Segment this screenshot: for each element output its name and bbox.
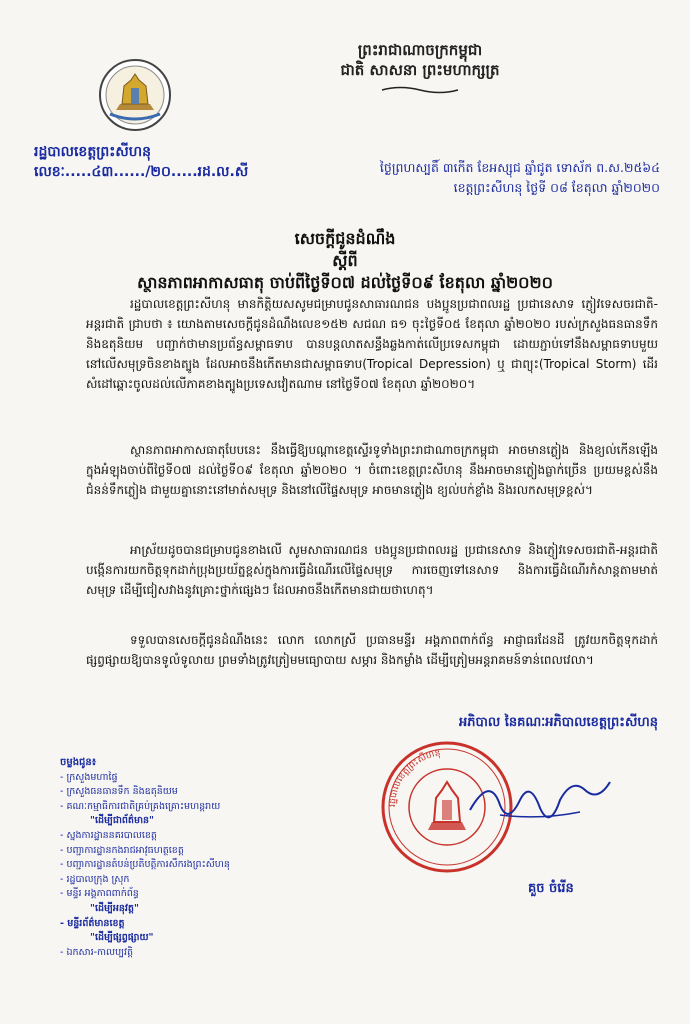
solar-date: ខេត្តព្រះសីហនុ ថ្ងៃទី ០៨ ខែតុលា ឆ្នាំ២០២០ [453,180,660,195]
title-line-1: សេចក្តីជូនដំណឹង [294,229,396,248]
recipient-note: "ដើម្បីជាព័ត៌មាន" [90,815,154,827]
title-line-2: ស្តីពី [332,251,358,270]
body-paragraph-3: អាស្រ័យដូចបានជម្រាបជូនខាងលើ សូមសាធារណជន បងប្អូនប្រជាពលរដ្ឋ ប្រជានេសាទ និងភ្ញៀវទេសចរជាតិ-អន្តរជាតិ បង្កើនការយកចិត្តទុកដាក់ប្រុងប្រយ័ត្នខ្ពស់ក្នុងការធ្វើដំណើរលើផ្ទៃសមុទ្រ ការចេញទៅនេសាទ និងការធ្វើដំណើរកំសាន្តតាមមាត់សមុទ្រ ដើម្បីជៀសវាងនូវគ្រោះថ្នាក់ផ្សេងៗ ដែលអាចនឹងកើតមានជាយថាហេតុ។ [86,543,658,597]
reference-number: លេខៈ.....៤៣....../២០.....រដ.ល.សី [34,164,249,180]
recipient-item: - ឯកសារ-កាលប្បវត្តិ [60,946,134,958]
ornament-divider [380,85,460,95]
kingdom-heading [250,40,590,100]
recipient-note: "ដើម្បីផ្សព្វផ្សាយ" [90,932,154,944]
recipient-item: - បញ្ជាការដ្ឋានកងរាជអាវុធហត្ថខេត្ត [60,844,184,856]
recipient-item: - ក្រសួងធនធានទឹក និងឧតុនិយម [60,786,178,798]
recipient-note: "ដើម្បីអនុវត្ត" [90,902,139,914]
recipient-item: - ស្នងការដ្ឋាននគរបាលខេត្ត [60,829,157,841]
svg-text:រដ្ឋបាលខេត្តព្រះសីហនុ [388,748,441,807]
signer-name: គួច ចំរើន [528,881,574,896]
seal-text: រដ្ឋបាលខេត្តព្រះសីហនុ [387,748,442,808]
signatory-title: អភិបាល នៃគណៈអភិបាលខេត្តព្រះសីហនុ [459,715,658,730]
recipient-item: - បញ្ជាការដ្ឋានតំបន់ប្រតិបត្តិការសឹករងព្រះសីហនុ [60,859,230,871]
recipients-heading: ចម្លងជូន៖ [60,757,97,768]
title-line-3: ស្ថានភាពអាកាសធាតុ ចាប់ពីថ្ងៃទី០៧ ដល់ថ្ងៃទី០៩ ខែតុលា ឆ្នាំ២០២០ [137,273,553,292]
recipient-item: - រដ្ឋបាលក្រុង ស្រុក [60,873,130,885]
office-block [34,142,248,182]
body-paragraph-1: រដ្ឋបាលខេត្តព្រះសីហនុ មានកិត្តិយសសូមជម្រាបជូនសាធារណជន បងប្អូនប្រជាពលរដ្ឋ ប្រជានេសាទ ភ្ញៀវទេសចរជាតិ-អន្តរជាតិ ជ្រាបថា ៖ យោងតាមសេចក្តីជូនដំណឹងលេខ១៥២ សជណ ធ១ ចុះថ្ងៃទី០៥ ខែតុលា ឆ្នាំ២០២០ របស់ក្រសួងធនធានទឹក និងឧតុនិយម បញ្ជាក់ថាមានប្រព័ន្ធសម្ពាធទាប បានបន្តលាតសន្ធឹងឆ្លងកាត់លើប្រទេសកម្ពុជា ដោយភ្ជាប់ទៅនឹងសម្ពាធទាបមួយនៅលើសមុទ្រចិនខាងត្បូង ដែលអាចនឹងកើតមានជាសម្ពាធទាប(Tropical Depression) ឬ ជាព្យុះ(Tropical Storm) ដើរសំដៅឆ្ពោះចូលដល់លើភាគខាងត្បូងប្រទេសវៀតណាម នៅថ្ងៃទី០៧ ខែតុលា ឆ្នាំ២០២០។ [86,297,658,391]
notice-title [60,228,630,294]
handwritten-signature-icon [460,770,620,840]
date-block [320,158,660,198]
recipient-item: - ក្រសួងមហាផ្ទៃ [60,771,118,783]
body-paragraph-2: ស្ថានភាពអាកាសធាតុបែបនេះ នឹងធ្វើឱ្យបណ្តាខេត្តស្ទើរទូទាំងព្រះរាជាណាចក្រកម្ពុជា អាចមានភ្លៀង និងខ្យល់កើនឡើង ក្នុងអំឡុងចាប់ពីថ្ងៃទី០៧ ដល់ថ្ងៃទី០៩ ខែតុលា ឆ្នាំ២០២០ ។ ចំពោះខេត្តព្រះសីហនុ នឹងអាចមានភ្លៀងធ្លាក់ច្រើន ប្រយមខ្ពស់នឹងជំនន់ទឹកភ្លៀង ជាមួយគ្នានោះនៅមាត់សមុទ្រ និងនៅលើផ្ទៃសមុទ្រ អាចមានភ្លៀង ខ្យល់បក់ខ្លាំង និងរលកសមុទ្រខ្ពស់។ [86,443,658,497]
lunar-date: ថ្ងៃព្រហស្បតិ៍ ៣កើត ខែអស្សុជ ឆ្នាំជូត ទោស័ក ព.ស.២៥៦៤ [379,160,660,175]
body-paragraph-4: ទទួលបានសេចក្តីជូនដំណឹងនេះ លោក លោកស្រី ប្រធានមន្ទីរ អង្គភាពពាក់ព័ន្ធ អាជ្ញាធរដែនដី ត្រូវយកចិត្តទុកដាក់ ផ្សព្វផ្សាយឱ្យបានទូលំទូលាយ ព្រមទាំងត្រូវត្រៀមមធ្យោបាយ សម្ភារ និងកម្លាំង ដើម្បីត្រៀមអន្តរាគមន៍ទាន់ពេលវេលា។ [86,633,658,667]
recipient-item: - មន្ទីរព័ត៌មានខេត្ត [60,917,125,929]
recipient-item: - មន្ទីរ អង្គភាពពាក់ព័ន្ធ [60,888,139,900]
province-emblem-icon [98,58,172,132]
office-name: រដ្ឋបាលខេត្តព្រះសីហនុ [34,144,151,160]
kingdom-line-2: ជាតិ សាសនា ព្រះមហាក្សត្រ [340,61,500,79]
kingdom-line-1: ព្រះរាជាណាចក្រកម្ពុជា [357,41,483,59]
recipient-item: - គណៈកម្មាធិការជាតិគ្រប់គ្រងគ្រោះមហន្តរាយ [60,800,221,812]
recipients-list [60,756,320,960]
